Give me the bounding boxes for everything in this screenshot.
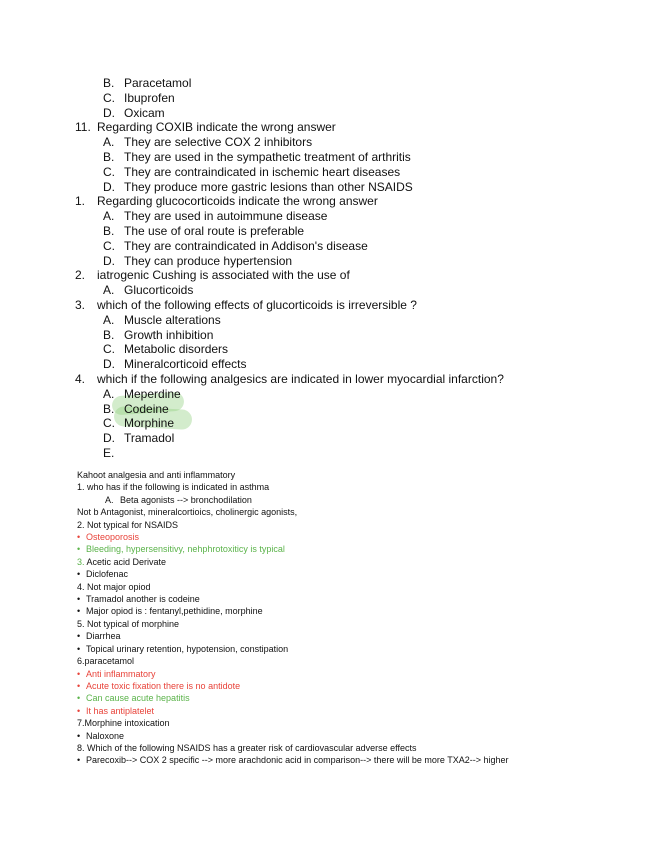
note-text: 4. Not major opiod	[77, 581, 151, 592]
note-text: 1. who has if the following is indicated in asthma	[77, 482, 270, 493]
note-bullet	[0, 531, 509, 543]
item-text: They produce more gastric lesions than other NSAIDS	[124, 179, 413, 194]
note-subitem	[0, 494, 509, 506]
note-line	[0, 556, 509, 568]
note-line	[0, 469, 509, 481]
note-bullet	[0, 668, 509, 680]
answer-option	[0, 357, 504, 372]
item-marker: C.	[103, 90, 115, 105]
answer-option	[0, 180, 504, 195]
note-line	[0, 655, 509, 667]
item-marker: C.	[103, 342, 115, 357]
item-marker: D.	[103, 357, 115, 372]
bullet-icon: •	[77, 693, 81, 704]
note-text: Kahoot analgesia and anti inflammatory	[77, 470, 236, 480]
note-text	[77, 557, 166, 567]
item-text: Glucorticoids	[124, 283, 194, 298]
bullet-icon: •	[77, 680, 81, 691]
bullet-icon: •	[77, 606, 81, 617]
item-text: Oxicam	[124, 105, 165, 120]
item-text: Ibuprofen	[124, 90, 175, 105]
item-marker: 4.	[75, 371, 86, 386]
answer-option	[0, 431, 504, 446]
item-text: They are contraindicated in Addison's disease	[124, 238, 368, 253]
item-text: Morphine	[124, 416, 175, 431]
bullet-icon: •	[77, 631, 81, 642]
item-text: They are selective COX 2 inhibitors	[124, 135, 313, 150]
bullet-icon: •	[77, 730, 81, 741]
item-marker: A.	[103, 386, 115, 401]
note-line	[0, 519, 509, 531]
item-marker: 1.	[75, 194, 86, 209]
note-bullet	[0, 754, 509, 766]
bullet-icon: •	[77, 544, 81, 555]
answer-option	[0, 135, 504, 150]
note-text: 7.Morphine intoxication	[77, 718, 170, 729]
item-marker: B.	[103, 327, 115, 342]
item-text: Regarding COXIB indicate the wrong answer	[97, 120, 336, 135]
note-bullet	[0, 680, 509, 692]
item-text: Mineralcorticoid effects	[124, 357, 247, 372]
bullet-icon: •	[77, 594, 81, 605]
note-bullet	[0, 705, 509, 717]
answer-option	[0, 106, 504, 121]
item-marker: 11.	[75, 120, 91, 135]
question-line	[0, 298, 504, 313]
answer-option	[0, 165, 504, 180]
bullet-icon: •	[77, 705, 81, 716]
answer-option	[0, 91, 504, 106]
item-marker: E.	[103, 445, 115, 460]
note-text: Bleeding, hypersensitivy, nehphrotoxiticy is typical	[86, 544, 285, 555]
bullet-icon: •	[77, 668, 81, 679]
item-marker: C.	[103, 416, 115, 431]
bullet-icon: •	[77, 643, 81, 654]
bullet-icon: •	[77, 569, 81, 580]
note-number: 3.	[77, 556, 85, 567]
item-marker: 3.	[75, 297, 86, 312]
item-text: which if the following analgesics are indicated in lower myocardial infarction?	[97, 371, 504, 386]
note-text: Major opiod is : fentanyl,pethidine, morphine	[86, 606, 263, 617]
kahoot-notes-section	[0, 469, 509, 767]
note-marker: A.	[105, 494, 114, 505]
note-line	[0, 742, 509, 754]
answer-option	[0, 313, 504, 328]
answer-option	[0, 283, 504, 298]
note-line	[0, 581, 509, 593]
item-marker: A.	[103, 209, 115, 224]
note-text: Beta agonists --> bronchodilation	[120, 494, 252, 505]
answer-option	[0, 209, 504, 224]
item-text: Growth inhibition	[124, 327, 214, 342]
note-text: 2. Not typical for NSAIDS	[77, 519, 179, 530]
answer-option	[0, 239, 504, 254]
answer-option	[0, 446, 504, 461]
note-heading: Acetic acid Derivate	[84, 556, 167, 567]
item-marker: 2.	[75, 268, 86, 283]
answer-option	[0, 402, 504, 417]
question-line	[0, 120, 504, 135]
note-line	[0, 481, 509, 493]
note-bullet	[0, 730, 509, 742]
item-marker: A.	[103, 283, 115, 298]
item-text: Codeine	[124, 401, 169, 416]
item-marker: B.	[103, 149, 115, 164]
answer-option	[0, 254, 504, 269]
note-text: Tramadol another is codeine	[86, 594, 200, 605]
item-marker: C.	[103, 238, 115, 253]
note-text: Acute toxic fixation there is no antidote	[86, 680, 241, 691]
note-line	[0, 618, 509, 630]
item-marker: A.	[103, 312, 115, 327]
item-text: They are contraindicated in ischemic heart diseases	[124, 164, 401, 179]
answer-option	[0, 416, 504, 431]
item-text: Tramadol	[124, 431, 175, 446]
item-marker: B.	[103, 401, 115, 416]
note-text: 8. Which of the following NSAIDS has a greater risk of cardiovascular adverse effects	[77, 742, 417, 753]
note-line	[0, 506, 509, 518]
item-text: which of the following effects of glucorticoids is irreversible ?	[97, 297, 417, 312]
note-bullet	[0, 692, 509, 704]
note-text: Diarrhea	[86, 631, 121, 642]
note-text: 6.paracetamol	[77, 656, 135, 667]
note-text: Anti inflammatory	[86, 668, 156, 679]
item-text: They can produce hypertension	[124, 253, 293, 268]
item-text: Regarding glucocorticoids indicate the wrong answer	[97, 194, 378, 209]
item-marker: D.	[103, 179, 115, 194]
answer-option	[0, 387, 504, 402]
note-bullet	[0, 543, 509, 555]
quiz-section	[0, 76, 504, 461]
note-line	[0, 717, 509, 729]
answer-option	[0, 342, 504, 357]
item-marker: B.	[103, 76, 115, 90]
item-text: Muscle alterations	[124, 312, 221, 327]
item-text: They are used in the sympathetic treatment of arthritis	[124, 149, 411, 164]
answer-option	[0, 224, 504, 239]
item-text: Metabolic disorders	[124, 342, 229, 357]
note-bullet	[0, 593, 509, 605]
note-text: 5. Not typical of morphine	[77, 618, 180, 629]
item-marker: B.	[103, 223, 115, 238]
note-bullet	[0, 630, 509, 642]
bullet-icon: •	[77, 755, 81, 766]
item-text: The use of oral route is preferable	[124, 223, 305, 238]
note-text: Not b Antagonist, mineralcortioics, cholinergic agonists,	[77, 507, 298, 518]
answer-option	[0, 76, 504, 91]
note-text: Can cause acute hepatitis	[86, 693, 190, 704]
note-text: Osteoporosis	[86, 532, 140, 543]
item-text: Paracetamol	[124, 76, 192, 90]
question-line	[0, 372, 504, 387]
item-marker: D.	[103, 253, 115, 268]
note-text: It has antiplatelet	[86, 705, 155, 716]
note-text: Topical urinary retention, hypotension, constipation	[86, 643, 289, 654]
item-text: Meperdine	[124, 386, 181, 401]
note-bullet	[0, 643, 509, 655]
item-text: iatrogenic Cushing is associated with the use of	[97, 268, 350, 283]
answer-option	[0, 150, 504, 165]
bullet-icon: •	[77, 532, 81, 543]
note-text: Diclofenac	[86, 569, 129, 580]
item-marker: A.	[103, 135, 115, 150]
item-marker: D.	[103, 105, 115, 120]
item-text: They are used in autoimmune disease	[124, 209, 328, 224]
question-line	[0, 194, 504, 209]
item-marker: C.	[103, 164, 115, 179]
question-line	[0, 268, 504, 283]
note-text: Naloxone	[86, 730, 125, 741]
note-bullet	[0, 568, 509, 580]
note-bullet	[0, 605, 509, 617]
item-marker: D.	[103, 431, 115, 446]
note-text: Parecoxib--> COX 2 specific --> more arachdonic acid in comparison--> there will be more TXA2--> higher	[86, 755, 509, 766]
answer-option	[0, 328, 504, 343]
